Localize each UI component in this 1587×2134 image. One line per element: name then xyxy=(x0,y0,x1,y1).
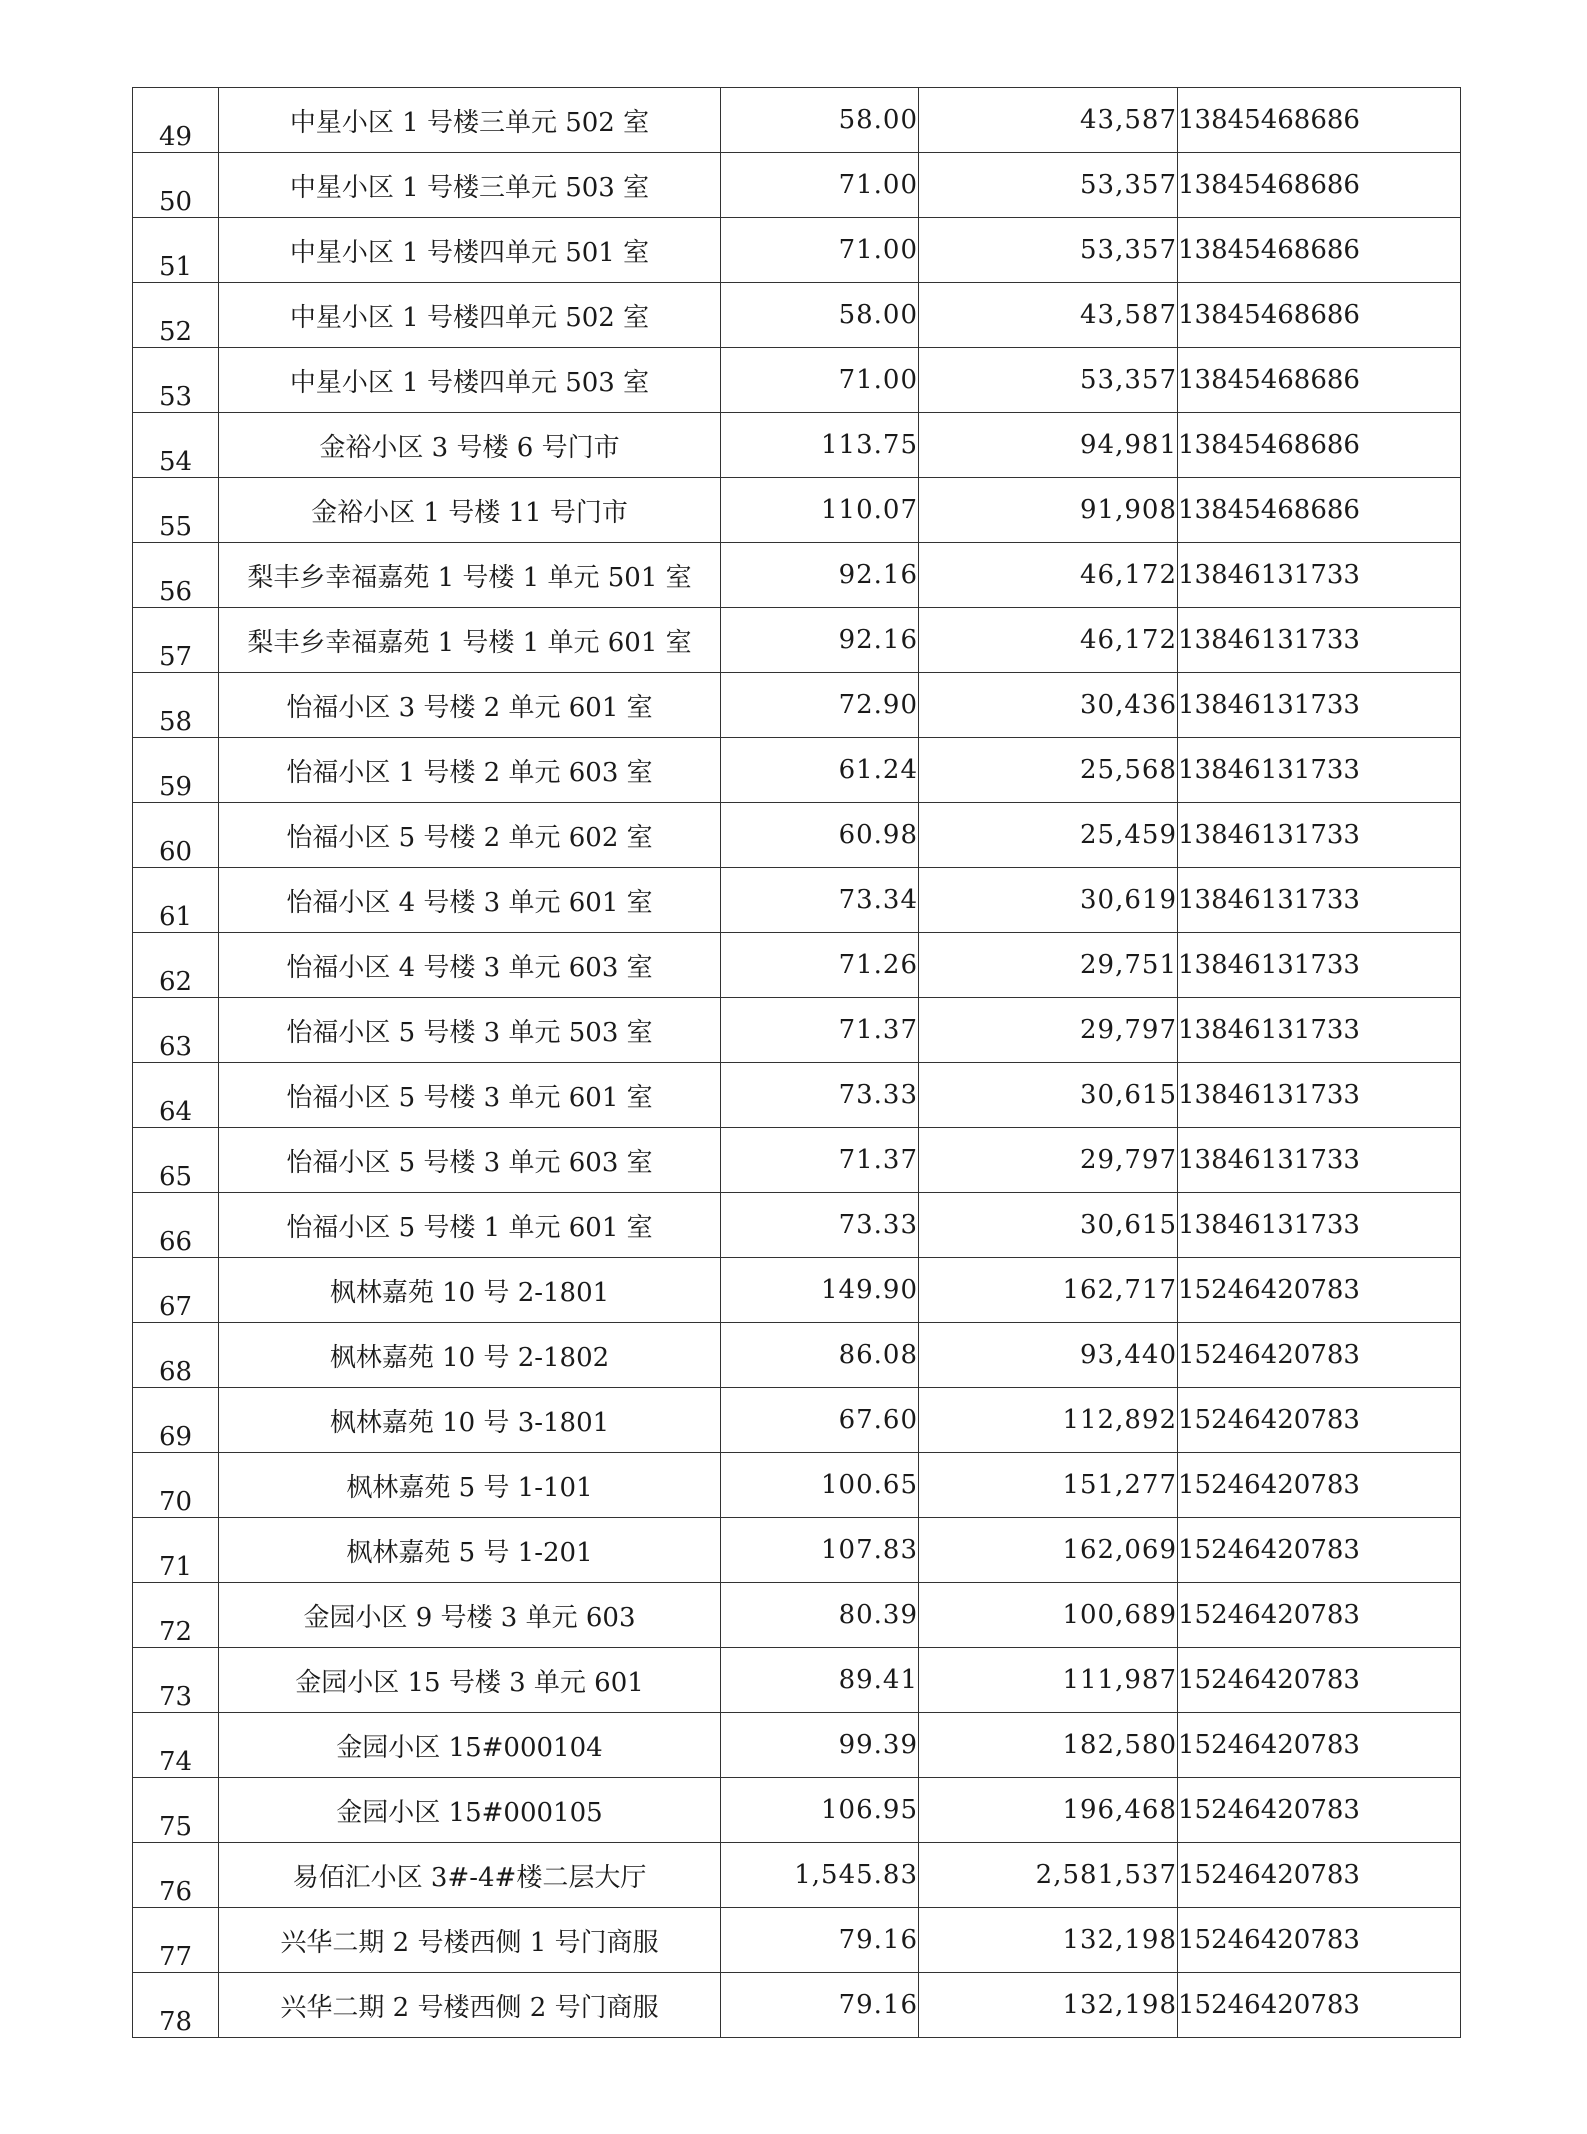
table-row xyxy=(133,803,1461,868)
price-value: 196,468 xyxy=(919,1778,1178,1843)
price-value: 100,689 xyxy=(919,1583,1178,1648)
property-address: 怡福小区 5 号楼 2 单元 602 室 xyxy=(219,803,721,868)
property-address: 怡福小区 4 号楼 3 单元 603 室 xyxy=(219,933,721,998)
row-number: 50 xyxy=(133,153,219,218)
row-number: 60 xyxy=(133,803,219,868)
price-value: 132,198 xyxy=(919,1908,1178,1973)
property-address: 金园小区 9 号楼 3 单元 603 xyxy=(219,1583,721,1648)
table-row xyxy=(133,933,1461,998)
contact-phone: 15246420783 xyxy=(1178,1648,1461,1713)
contact-phone: 15246420783 xyxy=(1178,1583,1461,1648)
area-value: 60.98 xyxy=(721,803,919,868)
row-number: 58 xyxy=(133,673,219,738)
table-row xyxy=(133,608,1461,673)
area-value: 73.34 xyxy=(721,868,919,933)
price-value: 132,198 xyxy=(919,1973,1178,2038)
row-number: 70 xyxy=(133,1453,219,1518)
row-number: 51 xyxy=(133,218,219,283)
row-number: 67 xyxy=(133,1258,219,1323)
table-body xyxy=(133,88,1461,2038)
contact-phone: 13845468686 xyxy=(1178,348,1461,413)
price-value: 46,172 xyxy=(919,608,1178,673)
row-number: 66 xyxy=(133,1193,219,1258)
table-row xyxy=(133,1518,1461,1583)
table-row xyxy=(133,1453,1461,1518)
contact-phone: 13846131733 xyxy=(1178,803,1461,868)
contact-phone: 13845468686 xyxy=(1178,283,1461,348)
row-number: 65 xyxy=(133,1128,219,1193)
price-value: 30,615 xyxy=(919,1193,1178,1258)
property-address: 金园小区 15#000105 xyxy=(219,1778,721,1843)
table-row xyxy=(133,1583,1461,1648)
area-value: 1,545.83 xyxy=(721,1843,919,1908)
area-value: 99.39 xyxy=(721,1713,919,1778)
property-address: 金裕小区 1 号楼 11 号门市 xyxy=(219,478,721,543)
table-row xyxy=(133,1648,1461,1713)
price-value: 53,357 xyxy=(919,348,1178,413)
row-number: 61 xyxy=(133,868,219,933)
price-value: 46,172 xyxy=(919,543,1178,608)
table-row xyxy=(133,998,1461,1063)
price-value: 53,357 xyxy=(919,218,1178,283)
contact-phone: 13846131733 xyxy=(1178,998,1461,1063)
area-value: 73.33 xyxy=(721,1193,919,1258)
contact-phone: 13846131733 xyxy=(1178,738,1461,803)
area-value: 92.16 xyxy=(721,608,919,673)
price-value: 162,717 xyxy=(919,1258,1178,1323)
contact-phone: 15246420783 xyxy=(1178,1843,1461,1908)
row-number: 73 xyxy=(133,1648,219,1713)
price-value: 43,587 xyxy=(919,88,1178,153)
area-value: 110.07 xyxy=(721,478,919,543)
contact-phone: 15246420783 xyxy=(1178,1713,1461,1778)
area-value: 89.41 xyxy=(721,1648,919,1713)
row-number: 57 xyxy=(133,608,219,673)
contact-phone: 15246420783 xyxy=(1178,1388,1461,1453)
row-number: 72 xyxy=(133,1583,219,1648)
property-address: 中星小区 1 号楼四单元 503 室 xyxy=(219,348,721,413)
table-row xyxy=(133,1063,1461,1128)
price-value: 112,892 xyxy=(919,1388,1178,1453)
contact-phone: 13845468686 xyxy=(1178,478,1461,543)
contact-phone: 15246420783 xyxy=(1178,1453,1461,1518)
table-row xyxy=(133,1908,1461,1973)
row-number: 55 xyxy=(133,478,219,543)
property-address: 怡福小区 5 号楼 1 单元 601 室 xyxy=(219,1193,721,1258)
area-value: 67.60 xyxy=(721,1388,919,1453)
contact-phone: 15246420783 xyxy=(1178,1518,1461,1583)
property-address: 枫林嘉苑 5 号 1-201 xyxy=(219,1518,721,1583)
area-value: 71.26 xyxy=(721,933,919,998)
row-number: 54 xyxy=(133,413,219,478)
area-value: 58.00 xyxy=(721,88,919,153)
table-row xyxy=(133,1713,1461,1778)
area-value: 92.16 xyxy=(721,543,919,608)
property-listing-table xyxy=(132,87,1461,2038)
price-value: 91,908 xyxy=(919,478,1178,543)
table-row xyxy=(133,348,1461,413)
table-row xyxy=(133,413,1461,478)
price-value: 53,357 xyxy=(919,153,1178,218)
price-value: 29,797 xyxy=(919,998,1178,1063)
table-row xyxy=(133,283,1461,348)
table-row xyxy=(133,1973,1461,2038)
row-number: 76 xyxy=(133,1843,219,1908)
row-number: 59 xyxy=(133,738,219,803)
contact-phone: 13845468686 xyxy=(1178,413,1461,478)
area-value: 71.00 xyxy=(721,348,919,413)
contact-phone: 15246420783 xyxy=(1178,1778,1461,1843)
row-number: 69 xyxy=(133,1388,219,1453)
area-value: 61.24 xyxy=(721,738,919,803)
contact-phone: 13846131733 xyxy=(1178,933,1461,998)
property-address: 兴华二期 2 号楼西侧 2 号门商服 xyxy=(219,1973,721,2038)
property-address: 怡福小区 5 号楼 3 单元 603 室 xyxy=(219,1128,721,1193)
area-value: 71.00 xyxy=(721,218,919,283)
area-value: 79.16 xyxy=(721,1973,919,2038)
row-number: 74 xyxy=(133,1713,219,1778)
property-address: 怡福小区 5 号楼 3 单元 601 室 xyxy=(219,1063,721,1128)
contact-phone: 13846131733 xyxy=(1178,1128,1461,1193)
contact-phone: 13846131733 xyxy=(1178,608,1461,673)
contact-phone: 15246420783 xyxy=(1178,1973,1461,2038)
property-address: 中星小区 1 号楼四单元 502 室 xyxy=(219,283,721,348)
property-address: 梨丰乡幸福嘉苑 1 号楼 1 单元 501 室 xyxy=(219,543,721,608)
price-value: 182,580 xyxy=(919,1713,1178,1778)
row-number: 77 xyxy=(133,1908,219,1973)
area-value: 58.00 xyxy=(721,283,919,348)
area-value: 107.83 xyxy=(721,1518,919,1583)
property-address: 中星小区 1 号楼三单元 503 室 xyxy=(219,153,721,218)
contact-phone: 15246420783 xyxy=(1178,1908,1461,1973)
area-value: 71.00 xyxy=(721,153,919,218)
price-value: 25,459 xyxy=(919,803,1178,868)
row-number: 75 xyxy=(133,1778,219,1843)
contact-phone: 13845468686 xyxy=(1178,88,1461,153)
table-row xyxy=(133,218,1461,283)
property-address: 怡福小区 5 号楼 3 单元 503 室 xyxy=(219,998,721,1063)
price-value: 151,277 xyxy=(919,1453,1178,1518)
property-address: 易佰汇小区 3#-4#楼二层大厅 xyxy=(219,1843,721,1908)
row-number: 56 xyxy=(133,543,219,608)
row-number: 63 xyxy=(133,998,219,1063)
price-value: 93,440 xyxy=(919,1323,1178,1388)
area-value: 100.65 xyxy=(721,1453,919,1518)
price-value: 29,797 xyxy=(919,1128,1178,1193)
area-value: 71.37 xyxy=(721,1128,919,1193)
table-row xyxy=(133,1388,1461,1453)
property-address: 枫林嘉苑 10 号 2-1801 xyxy=(219,1258,721,1323)
property-address: 梨丰乡幸福嘉苑 1 号楼 1 单元 601 室 xyxy=(219,608,721,673)
property-address: 中星小区 1 号楼四单元 501 室 xyxy=(219,218,721,283)
price-value: 111,987 xyxy=(919,1648,1178,1713)
row-number: 68 xyxy=(133,1323,219,1388)
price-value: 29,751 xyxy=(919,933,1178,998)
price-value: 94,981 xyxy=(919,413,1178,478)
table-row xyxy=(133,1193,1461,1258)
price-value: 30,619 xyxy=(919,868,1178,933)
property-address: 金园小区 15#000104 xyxy=(219,1713,721,1778)
table-row xyxy=(133,868,1461,933)
price-value: 43,587 xyxy=(919,283,1178,348)
table-row xyxy=(133,88,1461,153)
table-row xyxy=(133,1323,1461,1388)
row-number: 62 xyxy=(133,933,219,998)
property-address: 兴华二期 2 号楼西侧 1 号门商服 xyxy=(219,1908,721,1973)
contact-phone: 13846131733 xyxy=(1178,543,1461,608)
table-row xyxy=(133,738,1461,803)
price-value: 25,568 xyxy=(919,738,1178,803)
contact-phone: 15246420783 xyxy=(1178,1323,1461,1388)
property-address: 怡福小区 4 号楼 3 单元 601 室 xyxy=(219,868,721,933)
area-value: 113.75 xyxy=(721,413,919,478)
contact-phone: 13846131733 xyxy=(1178,1063,1461,1128)
area-value: 80.39 xyxy=(721,1583,919,1648)
table-row xyxy=(133,1778,1461,1843)
area-value: 106.95 xyxy=(721,1778,919,1843)
area-value: 72.90 xyxy=(721,673,919,738)
price-value: 2,581,537 xyxy=(919,1843,1178,1908)
contact-phone: 13845468686 xyxy=(1178,153,1461,218)
area-value: 79.16 xyxy=(721,1908,919,1973)
property-address: 枫林嘉苑 10 号 3-1801 xyxy=(219,1388,721,1453)
property-address: 怡福小区 3 号楼 2 单元 601 室 xyxy=(219,673,721,738)
area-value: 149.90 xyxy=(721,1258,919,1323)
property-address: 金园小区 15 号楼 3 单元 601 xyxy=(219,1648,721,1713)
contact-phone: 13846131733 xyxy=(1178,673,1461,738)
property-address: 中星小区 1 号楼三单元 502 室 xyxy=(219,88,721,153)
table-row xyxy=(133,1128,1461,1193)
table-row xyxy=(133,478,1461,543)
contact-phone: 15246420783 xyxy=(1178,1258,1461,1323)
row-number: 53 xyxy=(133,348,219,413)
property-address: 枫林嘉苑 5 号 1-101 xyxy=(219,1453,721,1518)
table-row xyxy=(133,1258,1461,1323)
table-row xyxy=(133,543,1461,608)
table-row xyxy=(133,673,1461,738)
area-value: 73.33 xyxy=(721,1063,919,1128)
property-address: 枫林嘉苑 10 号 2-1802 xyxy=(219,1323,721,1388)
contact-phone: 13846131733 xyxy=(1178,868,1461,933)
contact-phone: 13845468686 xyxy=(1178,218,1461,283)
row-number: 71 xyxy=(133,1518,219,1583)
price-value: 30,436 xyxy=(919,673,1178,738)
price-value: 30,615 xyxy=(919,1063,1178,1128)
table-row xyxy=(133,153,1461,218)
contact-phone: 13846131733 xyxy=(1178,1193,1461,1258)
property-address: 怡福小区 1 号楼 2 单元 603 室 xyxy=(219,738,721,803)
table-row xyxy=(133,1843,1461,1908)
row-number: 49 xyxy=(133,88,219,153)
area-value: 86.08 xyxy=(721,1323,919,1388)
price-value: 162,069 xyxy=(919,1518,1178,1583)
area-value: 71.37 xyxy=(721,998,919,1063)
row-number: 52 xyxy=(133,283,219,348)
property-address: 金裕小区 3 号楼 6 号门市 xyxy=(219,413,721,478)
row-number: 64 xyxy=(133,1063,219,1128)
row-number: 78 xyxy=(133,1973,219,2038)
